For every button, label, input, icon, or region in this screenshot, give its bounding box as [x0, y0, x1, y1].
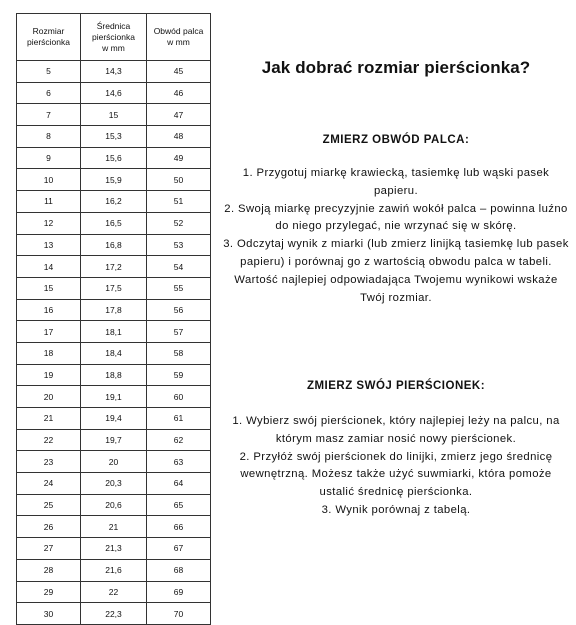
- cell-ring-size: 20: [17, 386, 81, 408]
- cell-finger-circumference: 53: [147, 234, 211, 256]
- cell-finger-circumference: 46: [147, 82, 211, 104]
- cell-ring-size: 8: [17, 126, 81, 148]
- cell-ring-diameter: 14,3: [81, 61, 147, 83]
- cell-finger-circumference: 51: [147, 191, 211, 213]
- cell-ring-size: 5: [17, 61, 81, 83]
- header-finger-circumference: Obwód palca w mm: [147, 14, 211, 61]
- cell-finger-circumference: 47: [147, 104, 211, 126]
- table-row: [17, 473, 211, 495]
- table-row: [17, 234, 211, 256]
- table-header-row: [17, 14, 211, 61]
- cell-ring-size: 19: [17, 364, 81, 386]
- cell-ring-diameter: 16,8: [81, 234, 147, 256]
- finger-step: 3. Odczytaj wynik z miarki (lub zmierz linijką tasiemkę lub pasek papieru) i porównaj go z wartością obwodu palca w tabeli. Wartość najlepiej odpowiadająca Twojemu wynikowi wskaże Twój rozmiar.: [223, 238, 569, 304]
- cell-finger-circumference: 70: [147, 603, 211, 625]
- table-row: [17, 386, 211, 408]
- cell-ring-diameter: 17,2: [81, 256, 147, 278]
- finger-step: 1. Przygotuj miarkę krawiecką, tasiemkę lub wąski pasek papieru.: [242, 167, 550, 197]
- table-row: [17, 321, 211, 343]
- table-row: [17, 364, 211, 386]
- cell-finger-circumference: 52: [147, 212, 211, 234]
- finger-section-heading: ZMIERZ OBWÓD PALCA:: [322, 134, 470, 146]
- cell-ring-size: 22: [17, 429, 81, 451]
- ring-step: 3. Wynik porównaj z tabelą.: [321, 503, 471, 516]
- cell-ring-size: 30: [17, 603, 81, 625]
- cell-finger-circumference: 56: [147, 299, 211, 321]
- table-row: [17, 256, 211, 278]
- cell-finger-circumference: 64: [147, 473, 211, 495]
- table-row: [17, 147, 211, 169]
- table-row: [17, 538, 211, 560]
- cell-finger-circumference: 61: [147, 408, 211, 430]
- cell-ring-size: 24: [17, 473, 81, 495]
- cell-finger-circumference: 49: [147, 147, 211, 169]
- ring-instructions: [222, 413, 570, 520]
- cell-ring-diameter: 17,5: [81, 277, 147, 299]
- cell-finger-circumference: 59: [147, 364, 211, 386]
- table-row: [17, 603, 211, 625]
- cell-ring-diameter: 19,4: [81, 408, 147, 430]
- finger-step: 2. Swoją miarkę precyzyjnie zawiń wokół palca – powinna luźno do niego przylegać, nie wrzynać się w skórę.: [224, 202, 568, 233]
- cell-ring-size: 7: [17, 104, 81, 126]
- header-ring-size: Rozmiar pierścionka: [17, 14, 81, 61]
- table-row: [17, 559, 211, 581]
- cell-finger-circumference: 57: [147, 321, 211, 343]
- cell-ring-diameter: 16,2: [81, 191, 147, 213]
- cell-ring-size: 16: [17, 299, 81, 321]
- table-row: [17, 581, 211, 603]
- table-row: [17, 169, 211, 191]
- table-row: [17, 494, 211, 516]
- table-body: [17, 61, 211, 625]
- table-row: [17, 429, 211, 451]
- cell-finger-circumference: 45: [147, 61, 211, 83]
- cell-ring-size: 29: [17, 581, 81, 603]
- cell-ring-diameter: 22: [81, 581, 147, 603]
- cell-finger-circumference: 68: [147, 559, 211, 581]
- cell-finger-circumference: 62: [147, 429, 211, 451]
- cell-ring-diameter: 18,4: [81, 342, 147, 364]
- cell-ring-size: 13: [17, 234, 81, 256]
- table-row: [17, 516, 211, 538]
- cell-ring-diameter: 21: [81, 516, 147, 538]
- page-title: Jak dobrać rozmiar pierścionka?: [261, 58, 531, 77]
- cell-ring-diameter: 22,3: [81, 603, 147, 625]
- cell-ring-size: 18: [17, 342, 81, 364]
- cell-ring-diameter: 20,3: [81, 473, 147, 495]
- cell-ring-diameter: 20: [81, 451, 147, 473]
- cell-ring-diameter: 15: [81, 104, 147, 126]
- table-row: [17, 82, 211, 104]
- cell-ring-size: 9: [17, 147, 81, 169]
- cell-ring-size: 6: [17, 82, 81, 104]
- table-row: [17, 126, 211, 148]
- cell-ring-size: 17: [17, 321, 81, 343]
- table-row: [17, 299, 211, 321]
- ring-size-table: [16, 13, 211, 625]
- cell-finger-circumference: 67: [147, 538, 211, 560]
- cell-finger-circumference: 50: [147, 169, 211, 191]
- cell-ring-diameter: 15,3: [81, 126, 147, 148]
- cell-ring-diameter: 19,7: [81, 429, 147, 451]
- header-ring-diameter: Średnica pierścionka w mm: [81, 14, 147, 61]
- cell-ring-diameter: 21,6: [81, 559, 147, 581]
- cell-ring-size: 28: [17, 559, 81, 581]
- cell-ring-diameter: 21,3: [81, 538, 147, 560]
- cell-finger-circumference: 65: [147, 494, 211, 516]
- cell-ring-size: 26: [17, 516, 81, 538]
- table-row: [17, 191, 211, 213]
- cell-ring-diameter: 20,6: [81, 494, 147, 516]
- cell-finger-circumference: 58: [147, 342, 211, 364]
- cell-ring-diameter: 19,1: [81, 386, 147, 408]
- cell-finger-circumference: 54: [147, 256, 211, 278]
- cell-finger-circumference: 60: [147, 386, 211, 408]
- cell-ring-size: 12: [17, 212, 81, 234]
- finger-instructions: [222, 165, 570, 307]
- table-row: [17, 61, 211, 83]
- ring-step: 2. Przyłóż swój pierścionek do linijki, zmierz jego średnicę wewnętrzną. Możesz także użyć suwmiarki, która pomoże ustalić średnicę pierścionka.: [239, 450, 553, 499]
- cell-ring-size: 23: [17, 451, 81, 473]
- table-row: [17, 277, 211, 299]
- cell-ring-diameter: 14,6: [81, 82, 147, 104]
- cell-finger-circumference: 48: [147, 126, 211, 148]
- ring-section-heading: ZMIERZ SWÓJ PIERŚCIONEK:: [306, 380, 486, 392]
- cell-ring-size: 15: [17, 277, 81, 299]
- cell-ring-diameter: 18,1: [81, 321, 147, 343]
- cell-ring-size: 21: [17, 408, 81, 430]
- cell-ring-size: 27: [17, 538, 81, 560]
- ring-step: 1. Wybierz swój pierścionek, który najlepiej leży na palcu, na którym masz zamiar nosić nowy pierścionek.: [232, 415, 560, 445]
- cell-finger-circumference: 55: [147, 277, 211, 299]
- cell-finger-circumference: 69: [147, 581, 211, 603]
- cell-finger-circumference: 66: [147, 516, 211, 538]
- cell-ring-size: 14: [17, 256, 81, 278]
- cell-ring-diameter: 15,9: [81, 169, 147, 191]
- cell-ring-size: 25: [17, 494, 81, 516]
- table-row: [17, 342, 211, 364]
- cell-ring-size: 10: [17, 169, 81, 191]
- cell-ring-diameter: 16,5: [81, 212, 147, 234]
- table-row: [17, 451, 211, 473]
- table-row: [17, 104, 211, 126]
- cell-ring-size: 11: [17, 191, 81, 213]
- cell-ring-diameter: 18,8: [81, 364, 147, 386]
- table-row: [17, 408, 211, 430]
- cell-finger-circumference: 63: [147, 451, 211, 473]
- cell-ring-diameter: 15,6: [81, 147, 147, 169]
- table-row: [17, 212, 211, 234]
- cell-ring-diameter: 17,8: [81, 299, 147, 321]
